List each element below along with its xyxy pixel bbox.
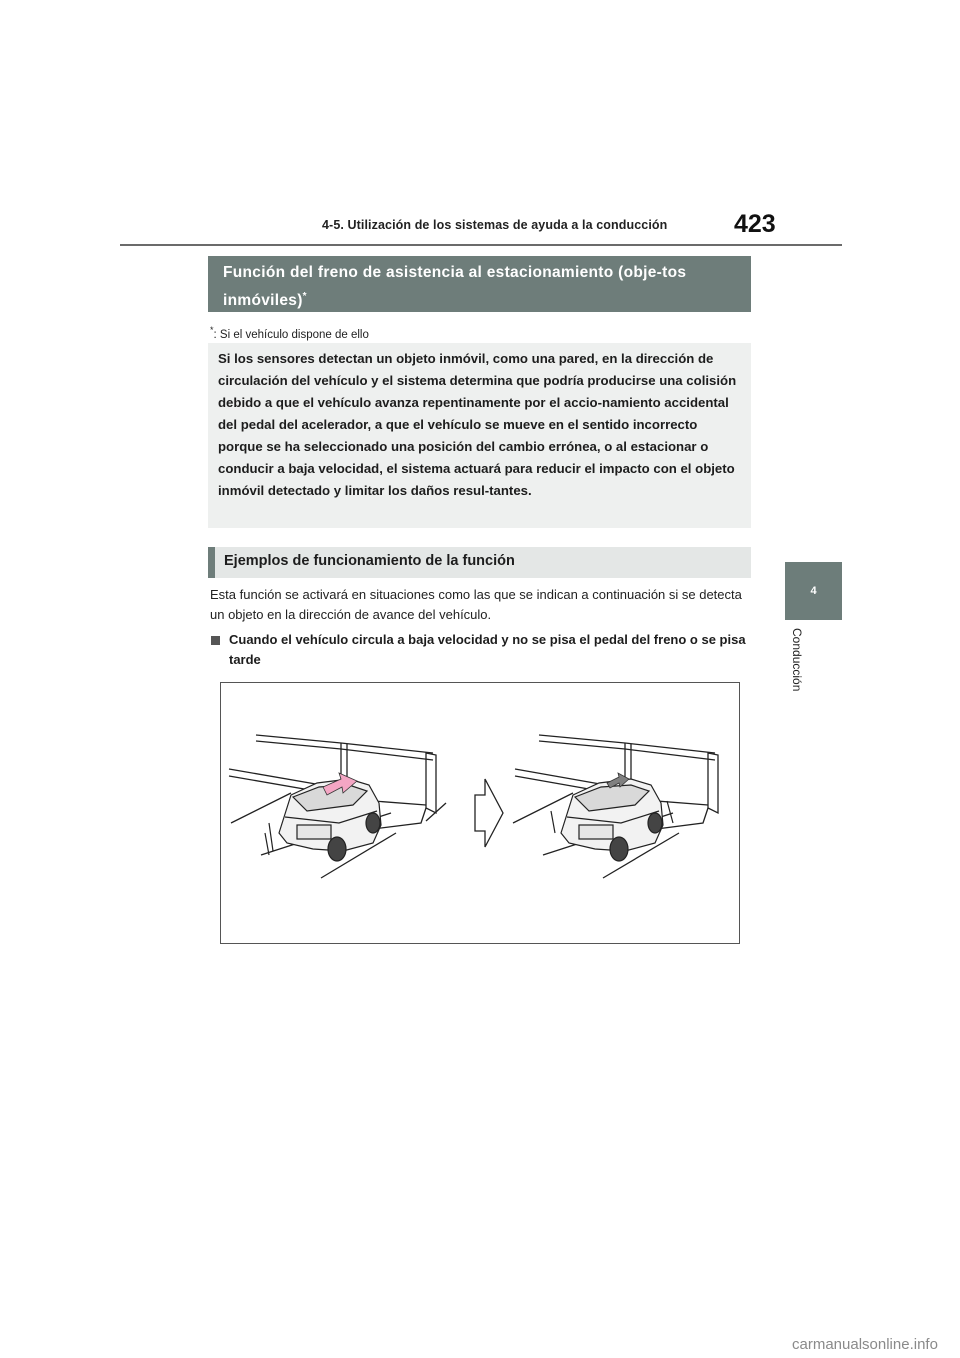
footnote-marker: *: [210, 325, 214, 335]
chapter-number: 4: [810, 585, 817, 597]
section-title: 4-5. Utilización de los sistemas de ayuda a la conducción: [322, 218, 668, 232]
footnote-text: : Si el vehículo dispone de ello: [213, 328, 369, 341]
body-paragraph: Esta función se activará en situaciones como las que se indican a continuación si se detecta un objeto en la dirección de avance del vehículo.: [210, 587, 742, 622]
car-icon: [551, 779, 673, 861]
summary-box: [208, 343, 751, 528]
page-number: 423: [734, 210, 776, 238]
section-heading-text: Ejemplos de funcionamiento de la función: [224, 553, 515, 569]
watermark: carmanualsonline.info: [792, 1336, 938, 1353]
section-heading: [208, 547, 751, 578]
square-bullet-icon: [211, 636, 220, 645]
section-heading-bar: [208, 547, 215, 578]
main-heading-text: Función del freno de asistencia al estacionamiento (obje-tos inmóviles): [223, 264, 687, 310]
chapter-tab[interactable]: [785, 562, 842, 620]
scene-after: [513, 735, 718, 878]
illustration: [220, 682, 740, 944]
summary-text: Si los sensores detectan un objeto inmóvil, como una pared, en la dirección de circulación del vehículo y el sistema determina que podría producirse una colisión debido a que el vehículo avanza repentinamente por el accio-namiento accidental del pedal del acelerador, a que el vehículo se mueve en el sentido incorrecto porque se ha seleccionado una posición del cambio errónea, o al estacionar o conducir a baja velocidad, el sistema actuará para reducir el impacto con el objeto inmóvil detectado y limitar los daños resul-tantes.: [218, 351, 737, 498]
header-divider: [120, 244, 842, 246]
scene-before: [229, 735, 446, 878]
chapter-label: Conducción: [790, 628, 804, 692]
subheading: Cuando el vehículo circula a baja velocidad y no se pisa el pedal del freno o se pisa tarde: [229, 632, 746, 667]
main-heading: [208, 256, 751, 312]
main-heading-footnote-marker: *: [302, 291, 307, 302]
illustration-svg: [221, 683, 739, 943]
right-arrow-icon: [475, 779, 503, 847]
footnote: [210, 325, 369, 341]
